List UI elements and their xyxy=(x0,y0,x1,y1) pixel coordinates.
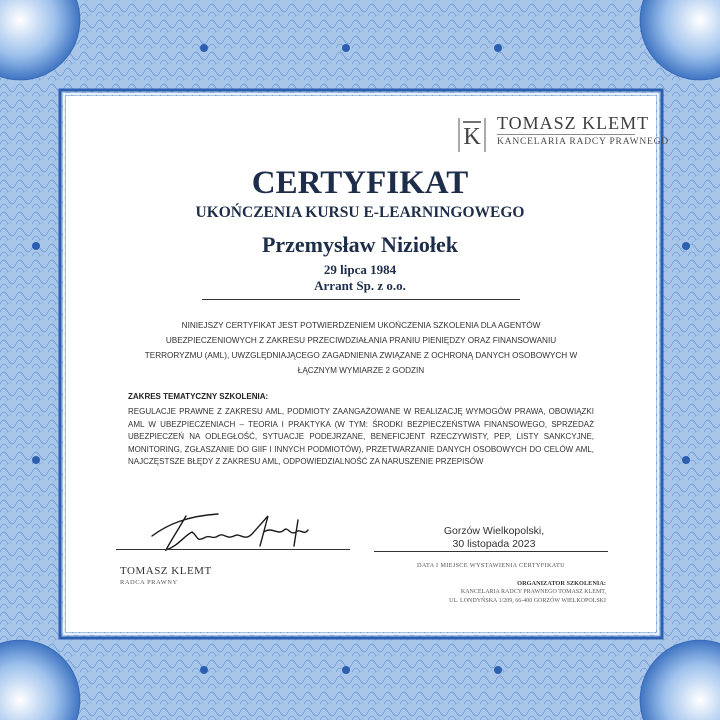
signature-line xyxy=(116,549,350,550)
logo-divider xyxy=(497,134,635,135)
svg-text:K: K xyxy=(463,124,481,150)
recipient-company: Arrant Sp. z o.o. xyxy=(314,278,406,293)
recipient-birth-date: 29 lipca 1984 xyxy=(323,262,397,277)
tk-monogram-icon xyxy=(457,116,487,154)
signatory-name: TOMASZ KLEMT xyxy=(120,565,212,577)
signatory-role: RADCA PRAWNY xyxy=(120,579,178,586)
logo-name: TOMASZ KLEMT xyxy=(497,113,650,133)
certificate-subtitle: UKOŃCZENIA KURSU E-LEARNINGOWEGO xyxy=(195,204,525,221)
scope-heading: ZAKRES TEMATYCZNY SZKOLENIA: xyxy=(128,392,269,401)
recipient-name: Przemysław Niziołek xyxy=(261,232,459,257)
issue-caption: DATA I MIEJSCE WYSTAWIENIA CERTYFIKATU xyxy=(417,562,565,569)
issue-place: Gorzów Wielkopolski, xyxy=(443,525,545,537)
issue-line xyxy=(374,551,608,552)
header-divider xyxy=(202,299,520,300)
organizer-name: KANCELARIA RADCY PRAWNEGO TOMASZ KLEMT, xyxy=(460,589,606,595)
logo-subtitle: KANCELARIA RADCY PRAWNEGO xyxy=(497,137,669,147)
organizer-heading: ORGANIZATOR SZKOLENIA: xyxy=(517,580,606,587)
scope-text: REGULACJE PRAWNE Z ZAKRESU AML, PODMIOTY ZAANGAŻOWANE W REALIZACJĘ WYMOGÓW PRAWA, OBOWIĄZKI AML W UBEZPIECZENIACH – TEORIA I PRAKTYKA (W TYM: ŚRODKI BEZPIECZEŃSTWA FINANSOWEGO, SPRZEDAŻ UBEZPIECZEŃ NA ODLEGŁOŚĆ, SYTUACJE PODEJRZANE, BENEFICJENT RZECZYWISTY, PEP, LISTY SANKCYJNE, MONITORING, ZGŁASZANIE DO GIIF I INNYCH PODMIOTÓW), PRZETWARZANIE DANYCH OSOBOWYCH DO CELÓW AML, NAJCZĘSTSZE BŁĘDY Z ZAKRESU AML, ODPOWIEDZIALNOŚĆ ZA NARUSZENIE PRZEPISÓW xyxy=(128,407,594,466)
organizer-address: UL. LONDYŃSKA 1/209, 66-400 GORZÓW WIELKOPOLSKI xyxy=(449,598,606,604)
certificate-title: CERTYFIKAT xyxy=(251,165,469,201)
certificate-statement: NINIEJSZY CERTYFIKAT JEST POTWIERDZENIEM UKOŃCZENIA SZKOLENIA DLA AGENTÓW UBEZPIECZENIOWYCH Z ZAKRESU PRZECIWDZIAŁANIA PRANIU PIENIĘDZY ORAZ FINANSOWANIU TERRORYZMU (AML), UWZGLĘDNIAJĄCEGO ZAGADNIENIA ZWIĄZANE Z OCHRONĄ DANYCH OSOBOWYCH W ŁĄCZNYM WYMIARZE 2 GODZIN xyxy=(144,321,578,375)
issue-date: 30 listopada 2023 xyxy=(452,538,536,550)
